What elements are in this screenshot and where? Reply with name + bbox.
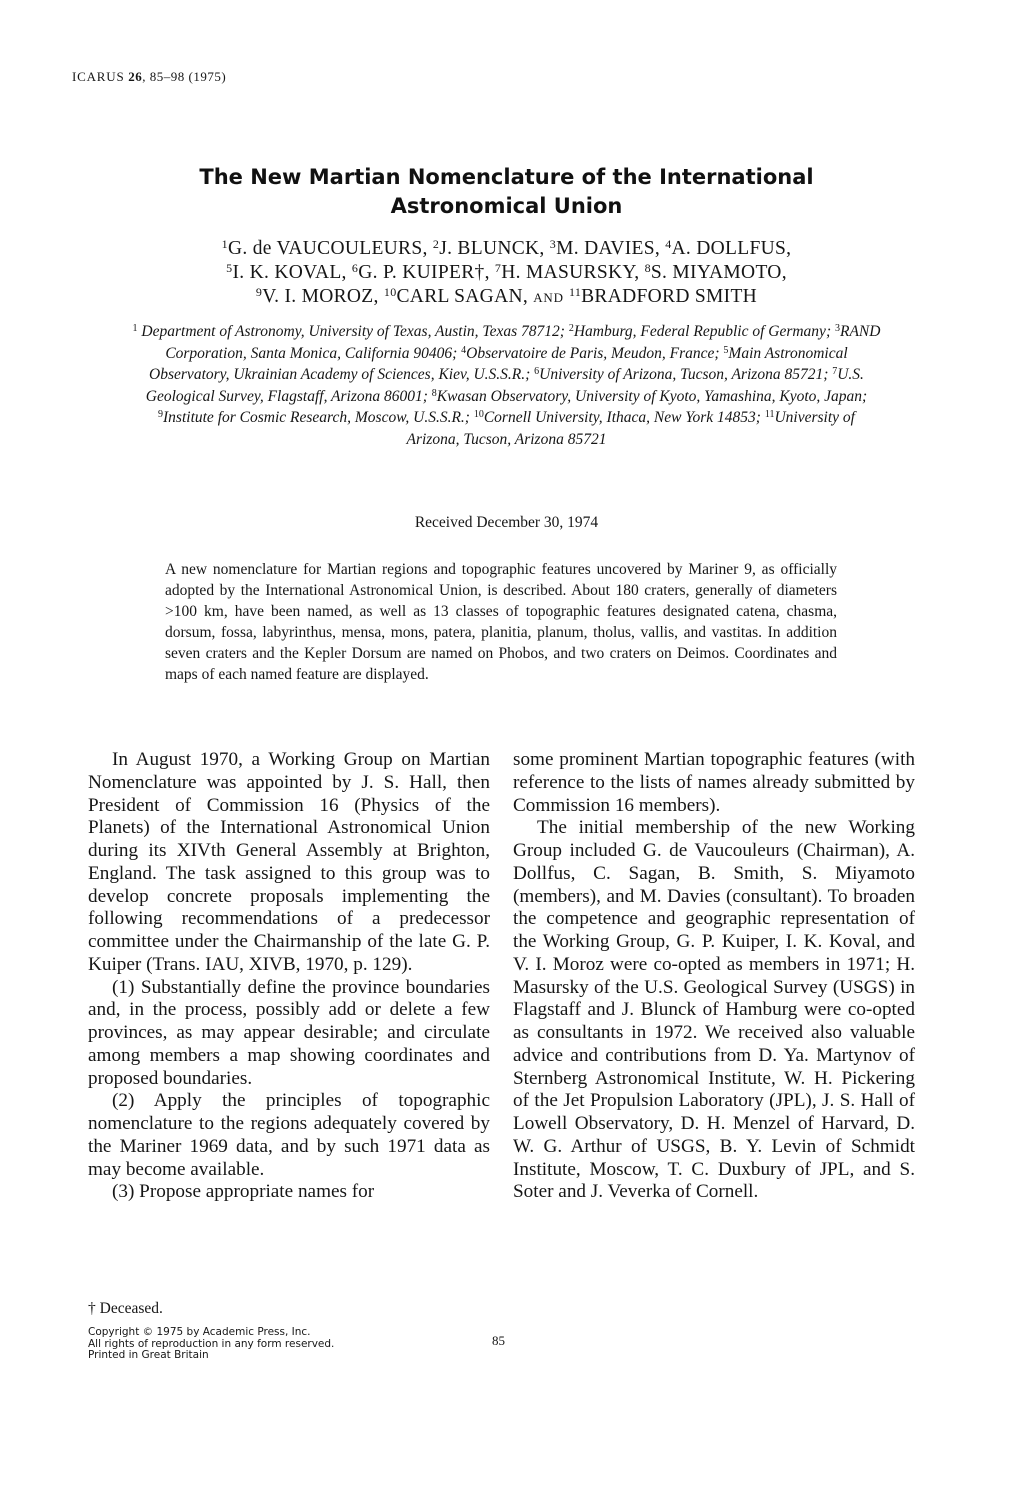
title-line: The New Martian Nomenclature of the International [199,165,814,189]
author-number: 10 [383,285,397,299]
affiliation-number: 8 [431,387,437,399]
affiliation-number: 1 [132,323,138,334]
page-number: 85 [492,1333,505,1348]
affiliation-number: 9 [158,409,164,420]
author-name: BRADFORD SMITH [581,286,758,307]
author-name: H. MASURSKY [501,262,635,283]
body-column-right [513,749,915,1204]
affiliation-number: 5 [723,344,729,356]
author-line: $^9$V. I. MOROZ, $^{10}$CARL SAGAN, AND $^{11}$BRADFORD SMITH [255,285,758,307]
affiliation-number: 6 [534,366,540,377]
affiliation-text: Hamburg, Federal Republic of Germany; [573,323,832,340]
author-list [90,237,923,310]
abstract: A new nomenclature for Martian regions and topographic features uncovered by Mariner 9, as officially adopted by the International Astronomical Union, is described. About 180 craters, generally of diameters >100 km, have been named, as well as 13 classes of topographic features designated catena, chasma, dorsum, fossa, labyrinthus, mensa, mons, patera, planitia, planum, tholus, vallis, and vastitas. In addition seven craters and the Kepler Dorsum are named on Phobos, and two craters on Deimos. Coordinates and maps of each named feature are displayed. [165,561,837,683]
body-paragraph: (2) Apply the principles of topographic nomenclature to the regions adequately covered by the Mariner 1969 data, and by such 1971 data as may become available. [88,1090,490,1180]
author-number: 9 [255,285,263,299]
affiliation-text: University of Arizona, Tucson, Arizona 85721; [539,366,829,383]
author-number: 3 [549,237,557,251]
copyright-line: Printed in Great Britain [88,1349,209,1361]
received-date: Received December 30, 1974 [414,514,599,531]
affiliation-number: 3 [834,323,840,334]
affiliation-text: Cornell University, Ithaca, New York 14853; [483,409,761,426]
title-line: Astronomical Union [390,194,623,218]
affiliation-text: U.S. Geological Survey, Flagstaff, Arizona 86001; [145,366,864,405]
author-number: 7 [494,261,502,275]
body-column-left [88,749,490,1204]
author-name: A. DOLLFUS [671,238,787,259]
journal-name: ICARUS [72,69,125,84]
and-word: AND [533,290,564,305]
author-name: G. P. KUIPER† [358,262,485,283]
affiliation-number: 11 [764,409,775,420]
author-name: CARL SAGAN [396,286,523,307]
author-number: 8 [644,261,651,275]
article-title [100,163,913,221]
affiliation-number: 2 [568,323,574,334]
journal-header [72,69,226,85]
affiliation-number: 4 [461,344,467,356]
affiliation-number: 7 [832,366,838,377]
author-number: 1 [221,237,228,251]
copyright-line: Copyright © 1975 by Academic Press, Inc. [88,1326,311,1338]
body-paragraph: some prominent Martian topographic features (with reference to the lists of names already submitted by Commission 16 members). [513,749,915,816]
affiliation-text: Main Astronomical Observatory, Ukrainian Academy of Sciences, Kiev, U.S.S.R.; [149,344,848,383]
affiliation-text: Department of Astronomy, University of Texas, Austin, Texas 78712; [141,323,565,340]
body-paragraph: The initial membership of the new Working Group included G. de Vaucouleurs (Chairman), A. Dollfus, C. Sagan, B. Smith, S. Miyamoto (members), and M. Davies (consultant). To broaden the competence and geographic representation of the Working Group, G. P. Kuiper, I. K. Koval, and V. I. Moroz were co-opted as members in 1971; H. Masursky of the U.S. Geological Survey (USGS) in Flagstaff and J. Blunck of Hamburg were co-opted as consultants in 1972. We received also valuable advice and contributions from D. Ya. Martynov of Sternberg Astronomical Institute, W. H. Pickering of the Jet Propulsion Laboratory (JPL), J. S. Hall of Lowell Observatory, D. H. Menzel of Harvard, D. W. G. Arthur of USGS, B. Y. Levin of Schmidt Institute, Moscow, T. C. Duxbury of JPL, and S. Soter and J. Veverka of Cornell. [513,817,915,1203]
author-number: 6 [351,261,359,275]
author-name: I. K. KOVAL [232,262,342,283]
body-paragraph: (1) Substantially define the province boundaries and, in the process, possibly add or delete a few provinces, as may appear desirable; and circulate among members a map showing coordinates and proposed boundaries. [88,976,490,1089]
journal-volume: 26 [128,69,143,84]
author-number: 2 [432,237,440,251]
affiliations [130,321,883,450]
journal-pages-year: , 85–98 (1975) [142,69,227,84]
body-paragraph: In August 1970, a Working Group on Martian Nomenclature was appointed by J. S. Hall, then President of Commission 16 (Physics of the Planets) of the International Astronomical Union during its XIVth General Assembly at Brighton, England. The task assigned to this group was to develop concrete proposals implementing the following recommendations of a predecessor committee under the Chairmanship of the late G. P. Kuiper (Trans. IAU, XIVB, 1970, p. 129). [88,749,490,975]
author-name: J. BLUNCK [439,238,540,259]
affiliation-text: Institute for Cosmic Research, Moscow, U.S.S.R.; [163,409,470,426]
affiliation-text: University of Arizona, Tucson, Arizona 85721 [406,409,855,448]
copyright-notice [88,1327,334,1362]
affiliation-text: Kwasan Observatory, University of Kyoto, Yamashina, Kyoto, Japan; [436,387,868,405]
author-line: $^5$I. K. KOVAL, $^6$G. P. KUIPER†, $^7$H. MASURSKY, $^8$S. MIYAMOTO, [226,261,787,283]
author-name: V. I. MOROZ [262,286,374,307]
body-paragraph: (3) Propose appropriate names for [112,1181,375,1203]
copyright-line: All rights of reproduction in any form reserved. [88,1337,335,1350]
author-number: 4 [665,237,672,251]
footnote: † Deceased. [88,1300,163,1317]
author-name: S. MIYAMOTO [650,262,782,283]
author-name: G. de VAUCOULEURS [227,238,423,259]
author-number: 5 [226,261,233,275]
affiliation-number: 10 [473,409,484,420]
affiliation-text: RAND Corporation, Santa Monica, California 90406; [165,323,881,362]
author-name: M. DAVIES [556,238,655,259]
author-line: $^1$G. de VAUCOULEURS, $^2$J. BLUNCK, $^3$M. DAVIES, $^4$A. DOLLFUS, [221,237,792,259]
author-number: 11 [568,285,582,299]
affiliation-text: Observatoire de Paris, Meudon, France; [466,344,720,362]
